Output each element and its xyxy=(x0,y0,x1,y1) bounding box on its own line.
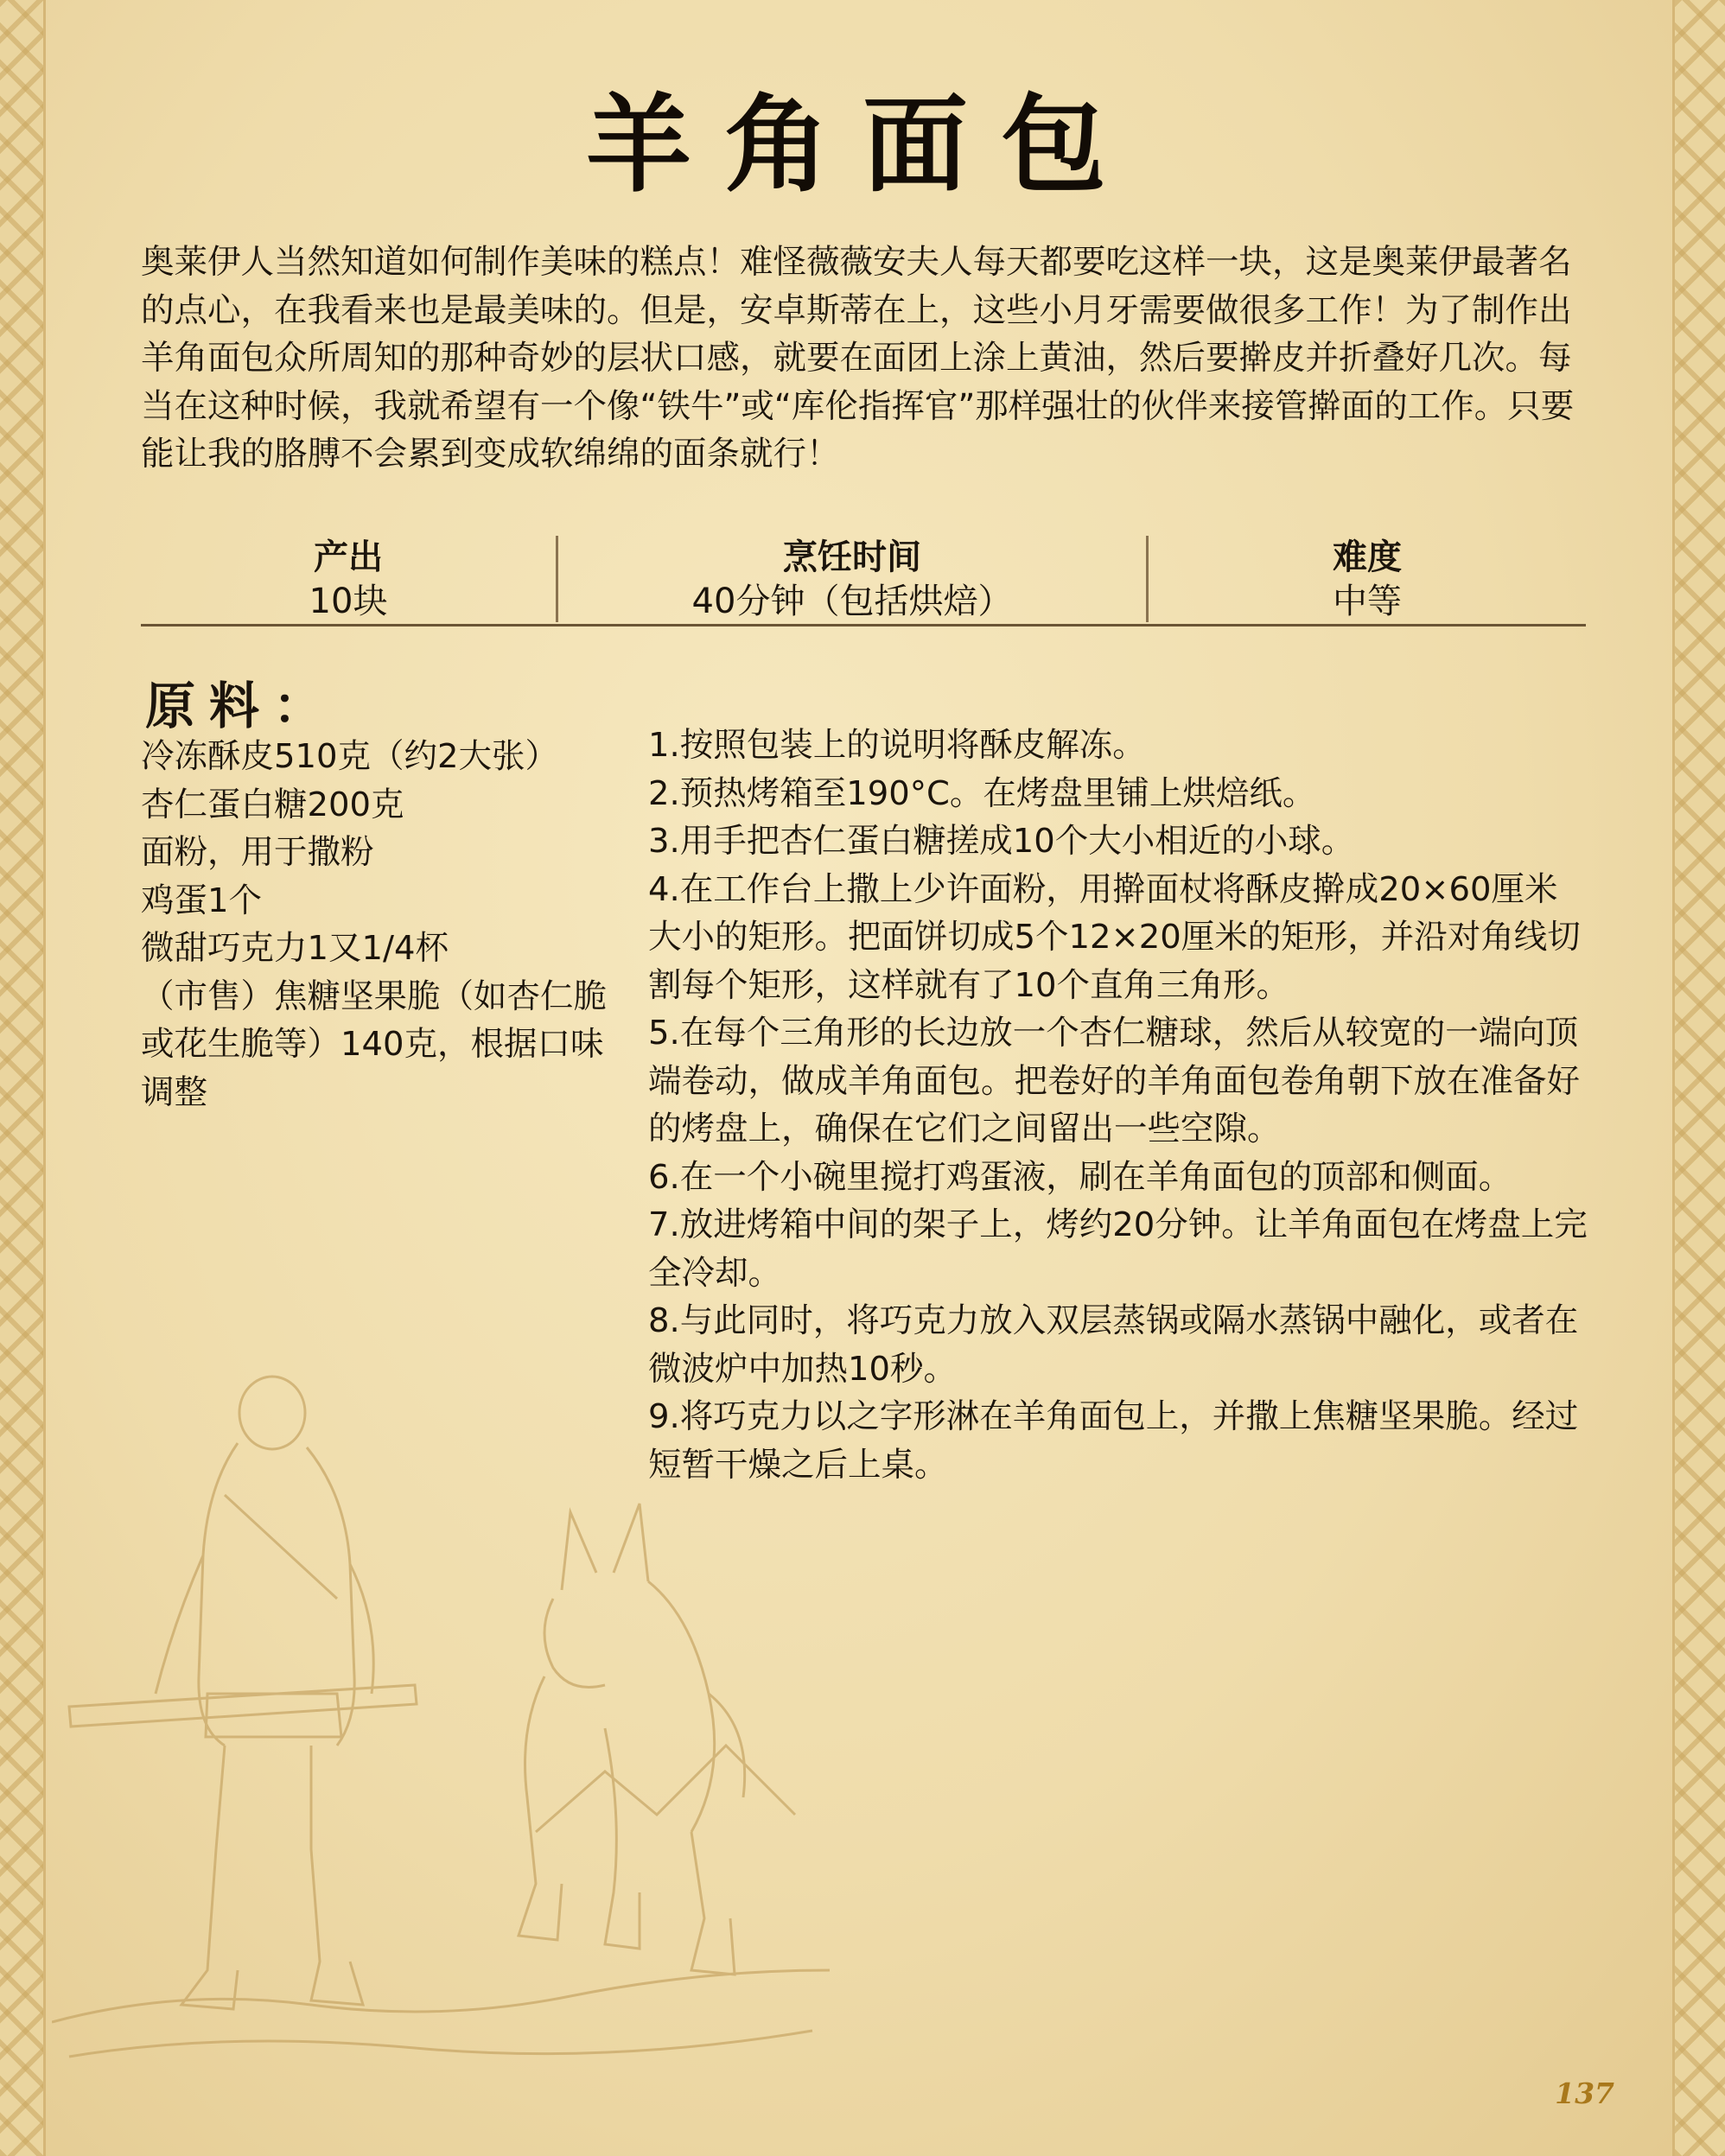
step-item: 9.将巧克力以之字形淋在羊角面包上，并撒上焦糖坚果脆。经过短暂干燥之后上桌。 xyxy=(648,1397,1579,1485)
ingredient-item: 杏仁蛋白糖200克 xyxy=(141,785,404,824)
stat-yield-label: 产出 xyxy=(314,537,383,577)
step-item: 5.在每个三角形的长边放一个杏仁糖球，然后从较宽的一端向顶端卷动，做成羊角面包。把卷好的羊角面包卷角朝下放在准备好的烤盘上，确保在它们之间留出一些空隙。 xyxy=(648,1014,1581,1148)
intro-paragraph: 奥莱伊人当然知道如何制作美味的糕点！难怪薇薇安夫人每天都要吃这样一块，这是奥莱伊最著名的点心，在我看来也是最美味的。但是，安卓斯蒂在上，这些小月牙需要做很多工作！为了制作出羊角面包众所周知的那种奇妙的层状口感，就要在面团上涂上黄油，然后要擀皮并折叠好几次。每当在这种时候，我就希望有一个像“铁牛”或“库伦指挥官”那样强壮的伙伴来接管擀面的工作。只要能让我的胳膊不会累到变成软绵绵的面条就行！ xyxy=(141,243,1575,474)
step-item: 2.预热烤箱至190°C。在烤盘里铺上烘焙纸。 xyxy=(648,773,1316,813)
ingredient-item: （市售）焦糖坚果脆（如杏仁脆或花生脆等）140克，根据口味调整 xyxy=(141,976,608,1112)
ingredient-item: 微甜巧克力1又1/4杯 xyxy=(141,929,449,968)
step-item: 8.与此同时，将巧克力放入双层蒸锅或隔水蒸锅中融化，或者在微波炉中加热10秒。 xyxy=(648,1301,1579,1389)
ingredient-item: 冷冻酥皮510克（约2大张） xyxy=(141,737,558,776)
stat-difficulty xyxy=(1149,536,1586,624)
stat-cook-time-label: 烹饪时间 xyxy=(783,537,921,577)
page-number: 137 xyxy=(1555,2077,1614,2110)
step-item: 1.按照包装上的说明将酥皮解冻。 xyxy=(648,726,1146,765)
step-item: 7.放进烤箱中间的架子上，烤约20分钟。让羊角面包在烤盘上完全冷却。 xyxy=(648,1205,1588,1293)
recipe-stats xyxy=(141,536,1586,626)
step-item: 4.在工作台上撒上少许面粉，用擀面杖将酥皮擀成20×60厘米大小的矩形。把面饼切成5个12×20厘米的矩形，并沿对角线切割每个矩形，这样就有了10个直角三角形。 xyxy=(648,869,1581,1005)
step-item: 3.用手把杏仁蛋白糖搓成10个大小相近的小球。 xyxy=(648,822,1355,861)
steps-list xyxy=(648,722,1590,1489)
stat-yield xyxy=(141,536,556,624)
decorative-border-right xyxy=(1672,0,1725,2156)
stat-difficulty-label: 难度 xyxy=(1333,537,1402,577)
stat-cook-time xyxy=(556,536,1149,622)
stat-yield-value: 10块 xyxy=(309,582,388,621)
stat-difficulty-value: 中等 xyxy=(1333,582,1402,621)
ingredient-item: 鸡蛋1个 xyxy=(141,881,262,920)
ingredients-list xyxy=(141,733,608,1116)
stat-cook-time-value: 40分钟（包括烘焙） xyxy=(691,582,1013,621)
step-item: 6.在一个小碗里搅打鸡蛋液，刷在羊角面包的顶部和侧面。 xyxy=(648,1157,1512,1197)
ingredients-heading: 原料： xyxy=(145,677,338,735)
decorative-border-left xyxy=(0,0,46,2156)
ingredient-item: 面粉，用于撒粉 xyxy=(141,833,374,872)
page-title: 羊角面包 xyxy=(586,82,1139,207)
